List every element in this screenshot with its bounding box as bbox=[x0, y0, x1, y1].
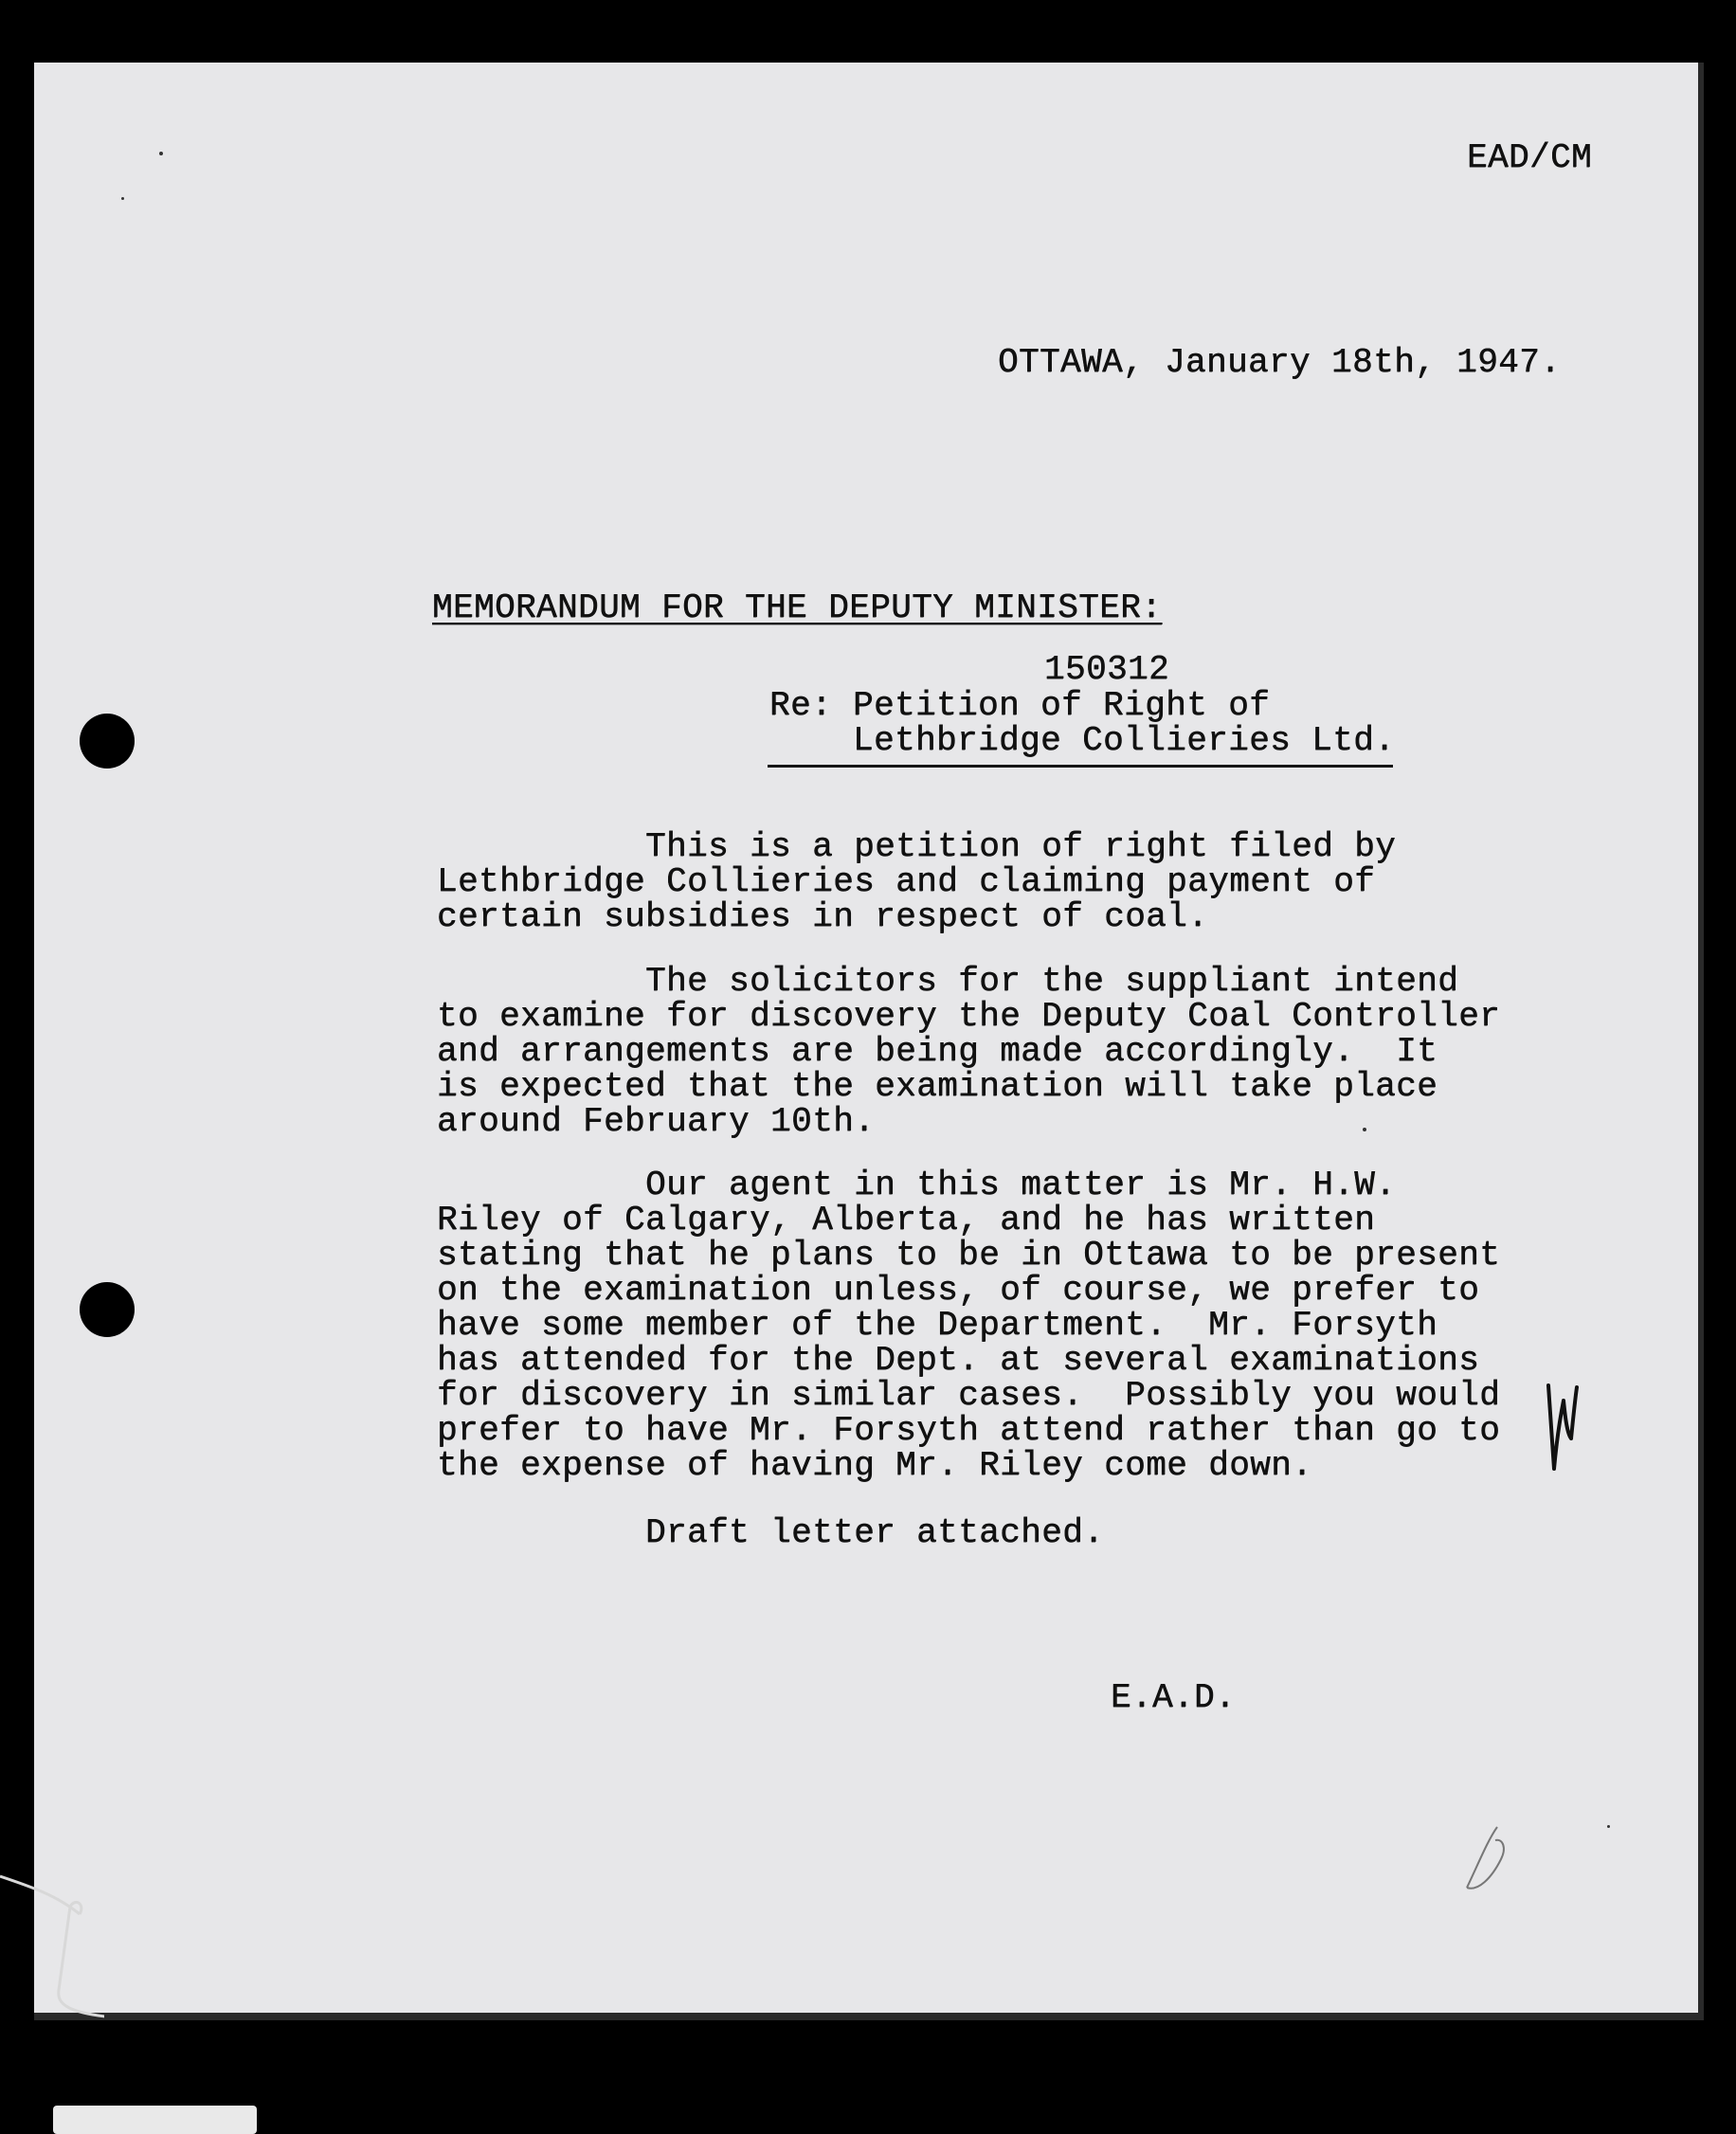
subject-underline bbox=[768, 765, 1393, 768]
punch-hole bbox=[80, 714, 135, 769]
memo-page bbox=[34, 63, 1704, 2020]
file-number: 150312 bbox=[1044, 650, 1170, 689]
pencil-loop-mark bbox=[1459, 1821, 1516, 1897]
reference-initials: EAD/CM bbox=[1466, 138, 1592, 177]
subject-line-1: Re: Petition of Right of bbox=[769, 686, 1271, 725]
paper-speck bbox=[1607, 1825, 1610, 1828]
paper-speck bbox=[1363, 1128, 1366, 1131]
punch-hole bbox=[80, 1282, 135, 1337]
page-tab bbox=[53, 2106, 257, 2134]
paragraph-1: This is a petition of right filed by Lethbridge Collieries and claiming payment of certain subsidies in respect of coal. bbox=[437, 827, 1397, 936]
paper-speck bbox=[121, 197, 124, 200]
subject-line-2: Lethbridge Collieries Ltd. bbox=[769, 721, 1396, 760]
signature-initials: E.A.D. bbox=[1111, 1678, 1237, 1717]
memo-heading: MEMORANDUM FOR THE DEPUTY MINISTER: bbox=[432, 588, 1163, 627]
paragraph-2: The solicitors for the suppliant intend to examine for discovery the Deputy Coal Controller and arrangements are being made accordingly. It is expected that the examination will take place around February 10th. bbox=[437, 962, 1501, 1141]
paragraph-3: Our agent in this matter is Mr. H.W. Riley of Calgary, Alberta, and he has written stating that he plans to be in Ottawa to be present on the examination unless, of course, we prefer to have some member of the Department. Mr. Forsyth has attended for the Dept. at several examinations for discovery in similar cases. Possibly you would prefer to have Mr. Forsyth attend rather than go to the expense of having Mr. Riley come down. bbox=[437, 1166, 1501, 1485]
paragraph-4: Draft letter attached. bbox=[437, 1513, 1105, 1552]
string-tie-mark bbox=[0, 1848, 104, 2028]
dateline: OTTAWA, January 18th, 1947. bbox=[998, 343, 1562, 382]
handwritten-margin-mark bbox=[1543, 1382, 1581, 1473]
paper-speck bbox=[159, 152, 163, 155]
